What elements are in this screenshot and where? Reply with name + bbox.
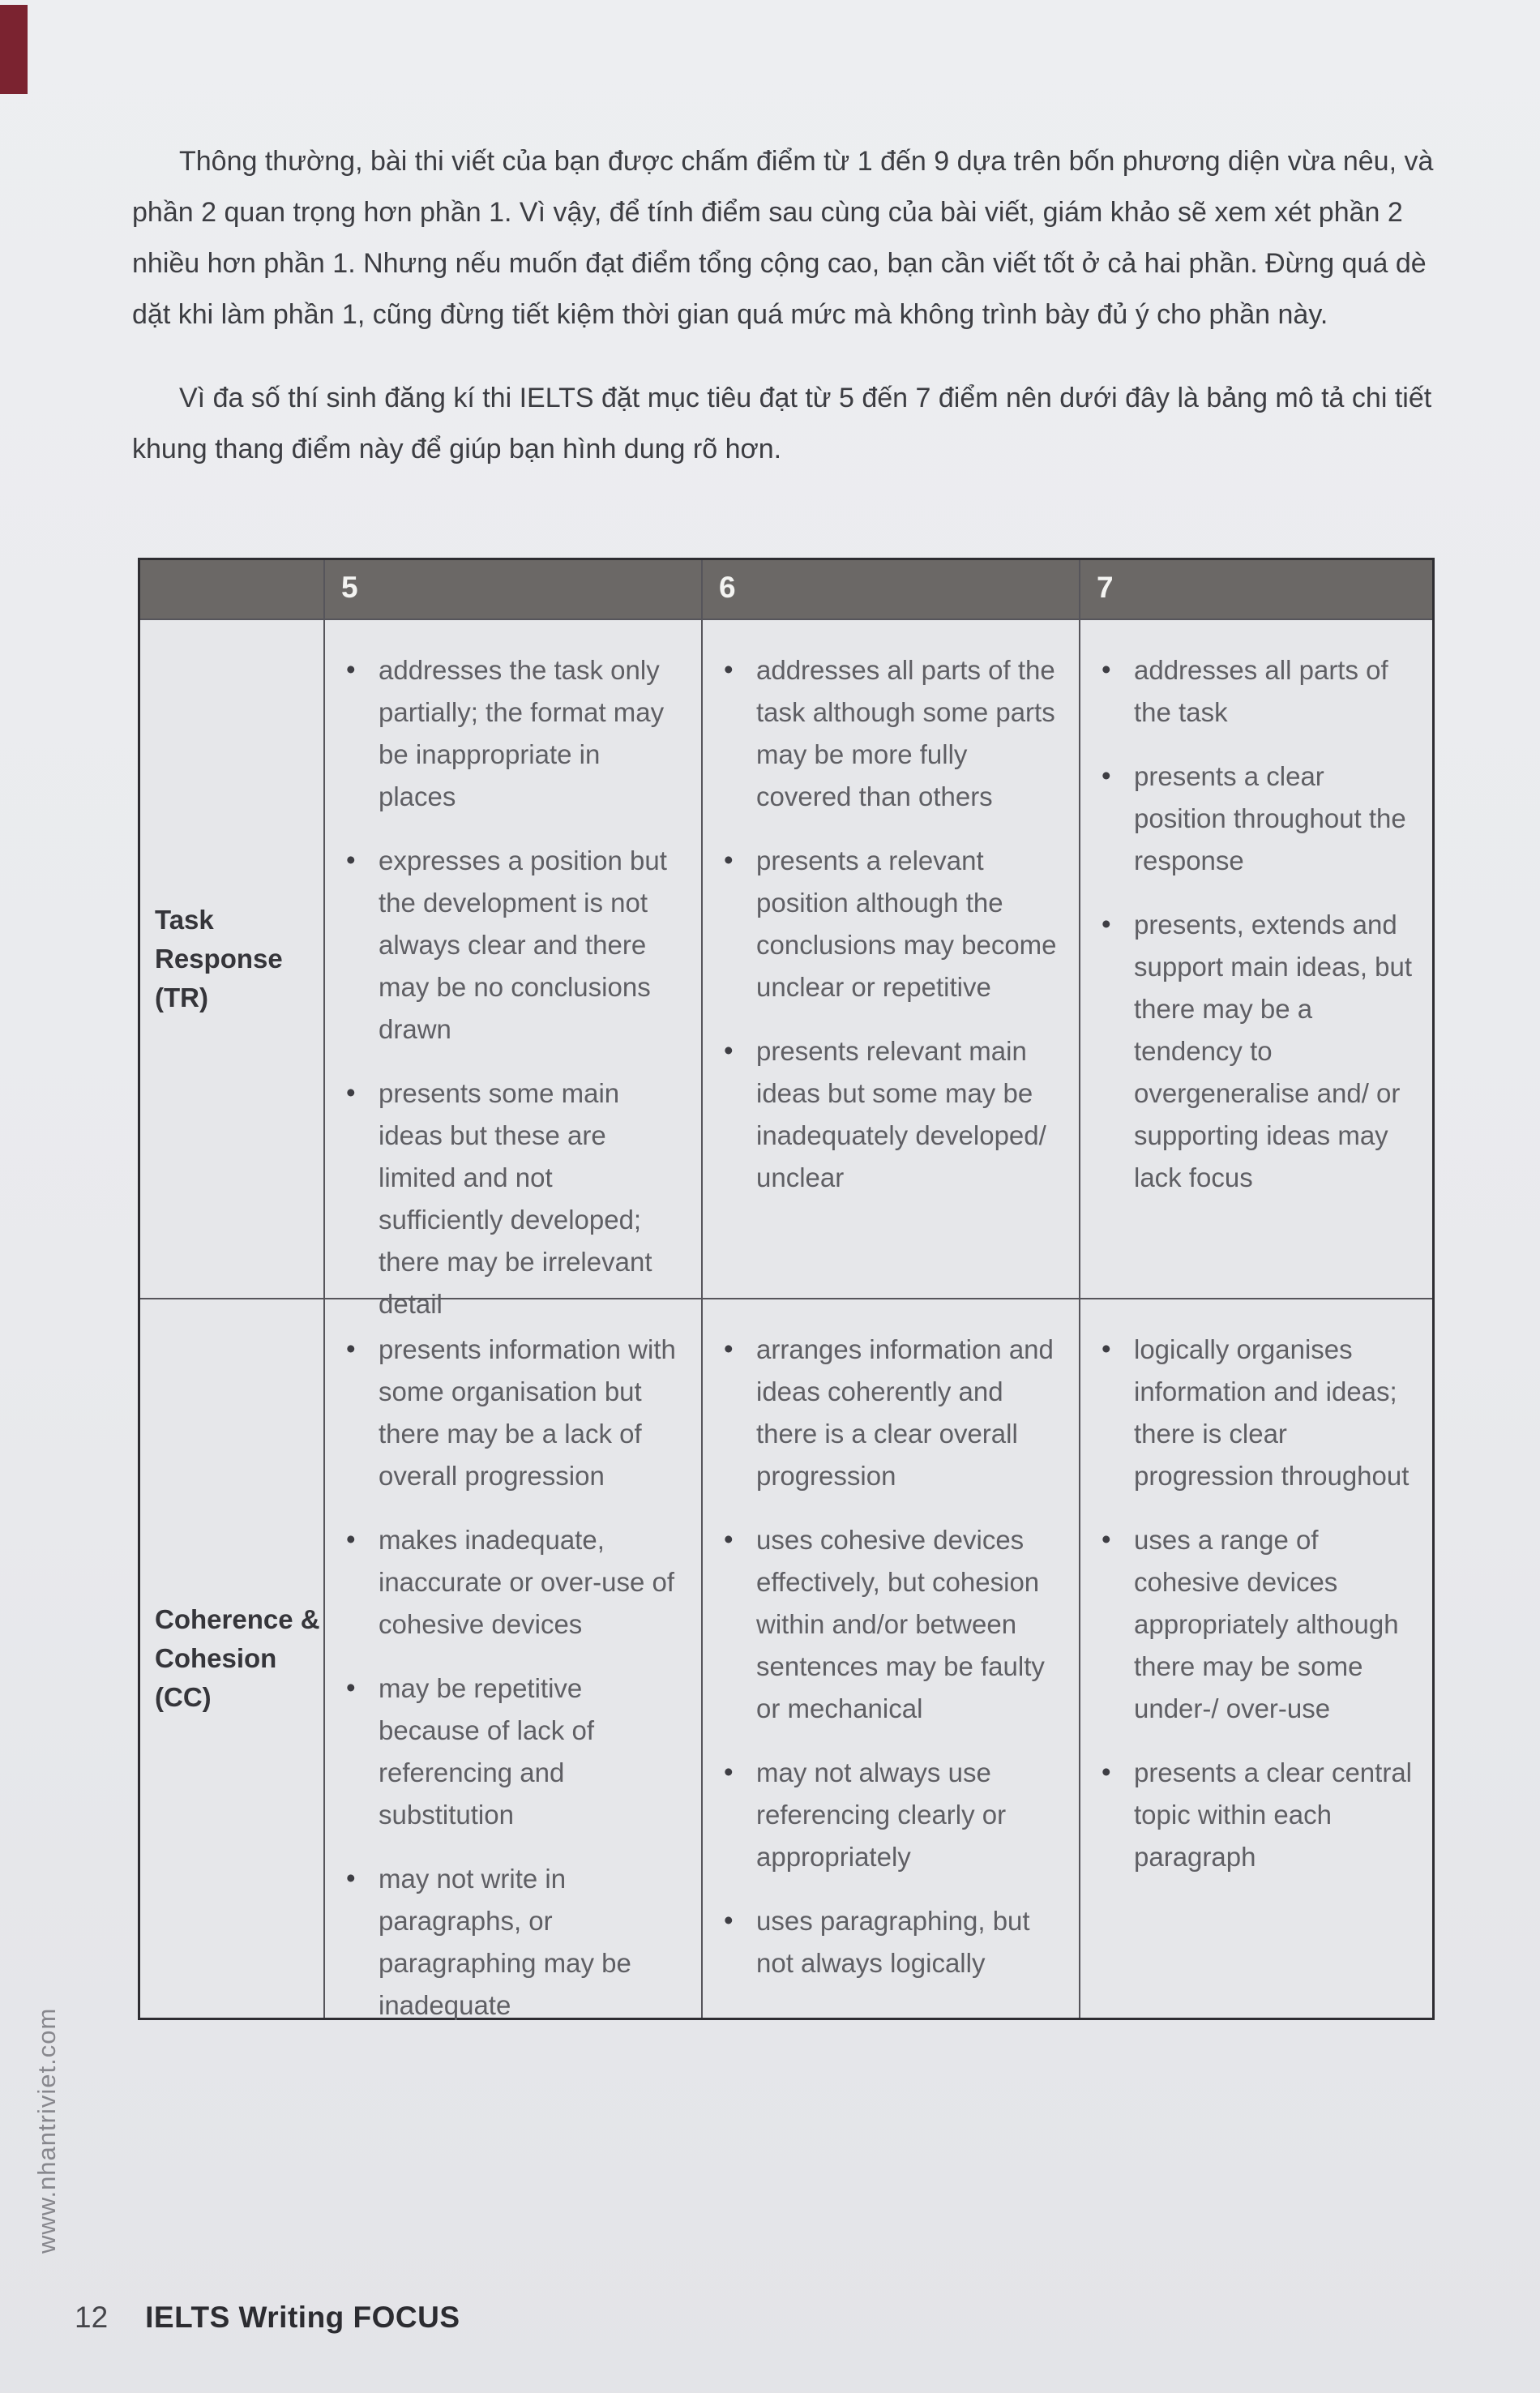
bullet-list — [721, 1329, 1059, 1984]
bullet-item: • uses paragraphing, but not always logically — [721, 1900, 1059, 1984]
intro-text-block — [132, 136, 1468, 475]
bullet-item: • presents information with some organisation but there may be a lack of overall progression — [343, 1329, 682, 1497]
bullet-item: • uses a range of cohesive devices appropriately although there may be some under-/ over-use — [1098, 1519, 1413, 1730]
bullet-item: • uses cohesive devices effectively, but cohesion within and/or between sentences may be faulty or mechanical — [721, 1519, 1059, 1730]
bullet-item: • presents, extends and support main ideas, but there may be a tendency to overgeneralise and/ or supporting ideas may lack focus — [1098, 904, 1413, 1199]
criterion-task-response — [140, 620, 323, 1298]
band-table-header-blank — [140, 560, 323, 619]
criterion-label: Task Response (TR) — [155, 905, 283, 1012]
cell-task-response-band7 — [1080, 620, 1432, 1298]
intro-paragraph-2: Vì đa số thí sinh đăng kí thi IELTS đặt mục tiêu đạt từ 5 đến 7 điểm nên dưới đây là bảng mô tả chi tiết khung thang điểm này để giúp bạn hình dung rõ hơn. — [132, 383, 1432, 464]
bullet-list — [343, 649, 682, 1325]
publisher-watermark: www.nhantriviet.com — [32, 2007, 61, 2254]
bullet-item: • addresses all parts of the task — [1098, 649, 1413, 734]
bullet-item: • may be repetitive because of lack of referencing and substitution — [343, 1667, 682, 1836]
cell-task-response-band6 — [703, 620, 1079, 1298]
band-table-header-7: 7 — [1080, 560, 1432, 619]
cell-coherence-cohesion-band5 — [325, 1299, 701, 2018]
criterion-coherence-cohesion — [140, 1299, 323, 2018]
bullet-item: • presents a clear position throughout the response — [1098, 756, 1413, 882]
bullet-item: • may not write in paragraphs, or paragraphing may be inadequate — [343, 1858, 682, 2027]
band-table-header-5: 5 — [325, 560, 701, 619]
bullet-item: • arranges information and ideas coherently and there is a clear overall progression — [721, 1329, 1059, 1497]
bullet-list — [721, 649, 1059, 1199]
bullet-list — [1098, 649, 1413, 1199]
bullet-item: • may not always use referencing clearly or appropriately — [721, 1752, 1059, 1878]
bullet-item: • expresses a position but the development is not always clear and there may be no conclusions drawn — [343, 840, 682, 1051]
band-table-header-6: 6 — [703, 560, 1079, 619]
bullet-item: • presents a relevant position although the conclusions may become unclear or repetitive — [721, 840, 1059, 1008]
criterion-label: Coherence & Cohesion (CC) — [155, 1604, 320, 1712]
page-number: 12 — [75, 2301, 109, 2334]
cell-coherence-cohesion-band7 — [1080, 1299, 1432, 2018]
bullet-list — [343, 1329, 682, 2027]
intro-paragraph-1: Thông thường, bài thi viết của bạn được chấm điểm từ 1 đến 9 dựa trên bốn phương diện vừa nêu, và phần 2 quan trọng hơn phần 1. Vì vậy, để tính điểm sau cùng của bài viết, giám khảo sẽ xem xét phần 2 nhiều hơn phần 1. Nhưng nếu muốn đạt điểm tổng cộng cao, bạn cần viết tốt ở cả hai phần. Đừng quá dè dặt khi làm phần 1, cũng đừng tiết kiệm thời gian quá mức mà không trình bày đủ ý cho phần này. — [132, 146, 1434, 330]
cell-coherence-cohesion-band6 — [703, 1299, 1079, 2018]
page-footer — [75, 2301, 460, 2335]
page-corner-mark — [0, 5, 28, 94]
bullet-list — [1098, 1329, 1413, 1878]
bullet-item: • addresses all parts of the task although some parts may be more fully covered than others — [721, 649, 1059, 818]
bullet-item: • logically organises information and ideas; there is clear progression throughout — [1098, 1329, 1413, 1497]
bullet-item: • addresses the task only partially; the format may be inappropriate in places — [343, 649, 682, 818]
bullet-item: • presents some main ideas but these are limited and not sufficiently developed; there may be irrelevant detail — [343, 1072, 682, 1325]
band-descriptor-table — [138, 558, 1435, 2020]
cell-task-response-band5 — [325, 620, 701, 1319]
book-title: IELTS Writing FOCUS — [145, 2301, 460, 2334]
bullet-item: • makes inadequate, inaccurate or over-use of cohesive devices — [343, 1519, 682, 1646]
bullet-item: • presents a clear central topic within each paragraph — [1098, 1752, 1413, 1878]
bullet-item: • presents relevant main ideas but some may be inadequately developed/ unclear — [721, 1030, 1059, 1199]
